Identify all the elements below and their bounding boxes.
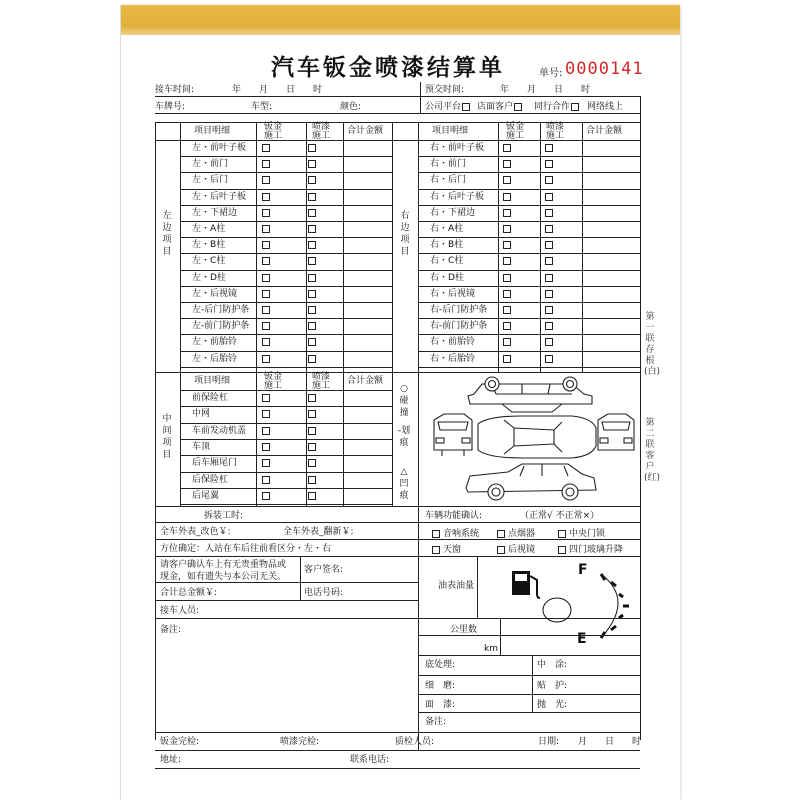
right-item-label: 右-后门防护条 xyxy=(430,305,488,315)
rule-line xyxy=(155,556,640,557)
right-item-label: 右・前门 xyxy=(430,159,467,169)
rule-line xyxy=(418,270,640,271)
middle-col-sheet-2: 施工 xyxy=(264,381,283,391)
plate-label: 车牌号: xyxy=(155,102,186,112)
left-item-label: 左・前胎铃 xyxy=(192,337,238,347)
left-item-label: 左・后视镜 xyxy=(192,289,238,299)
delivery-time-label: 预交时间: xyxy=(425,85,465,95)
notice-line-2: 现金，如有遗失与本公司无关。 xyxy=(160,572,287,582)
right-sheet-checkbox[interactable] xyxy=(503,241,511,249)
rule-line xyxy=(180,237,392,238)
right-sheet-checkbox[interactable] xyxy=(503,176,511,184)
left-sheet-checkbox[interactable] xyxy=(262,176,270,184)
left-paint-checkbox[interactable] xyxy=(308,160,316,168)
labor-time-label: 拆装工时: xyxy=(204,511,244,521)
middle-paint-checkbox[interactable] xyxy=(308,492,316,500)
rule-line xyxy=(155,96,640,97)
left-item-label: 左-后门防护条 xyxy=(192,305,250,315)
right-sheet-checkbox[interactable] xyxy=(503,355,511,363)
rule-line xyxy=(418,506,419,740)
rule-line xyxy=(418,286,640,287)
right-sheet-checkbox[interactable] xyxy=(503,209,511,217)
right-paint-checkbox[interactable] xyxy=(545,306,553,314)
rule-line xyxy=(418,122,419,372)
right-paint-checkbox[interactable] xyxy=(545,144,553,152)
right-section-label: 右边项目 xyxy=(400,211,410,257)
rule-line xyxy=(180,189,392,190)
middle-sheet-checkbox[interactable] xyxy=(262,410,270,418)
rule-line xyxy=(180,423,392,424)
left-col-paint: 喷漆 xyxy=(312,122,331,132)
rule-line xyxy=(418,302,640,303)
source-option: 店面客户 xyxy=(477,102,514,112)
rule-line xyxy=(418,712,640,713)
rule-line xyxy=(155,582,418,583)
legend-scratch: -划痕 xyxy=(397,426,411,448)
middle-sheet-checkbox[interactable] xyxy=(262,427,270,435)
rule-line xyxy=(418,205,640,206)
left-paint-checkbox[interactable] xyxy=(308,241,316,249)
left-item-label: 左・A柱 xyxy=(192,224,226,234)
rule-line xyxy=(418,156,640,157)
rule-line xyxy=(180,488,392,489)
left-col-item: 项目明细 xyxy=(194,126,231,136)
right-paint-checkbox[interactable] xyxy=(545,225,553,233)
notes-label: 备注: xyxy=(160,625,182,635)
right-sheet-checkbox[interactable] xyxy=(503,144,511,152)
middle-item-label: 中网 xyxy=(192,409,211,419)
right-item-label: 右・下裙边 xyxy=(430,208,476,218)
left-item-label: 左・后胎铃 xyxy=(192,354,238,364)
middle-sheet-checkbox[interactable] xyxy=(262,443,270,451)
rule-line xyxy=(420,82,421,113)
service-gloss: 抛 光: xyxy=(537,700,568,710)
right-paint-checkbox[interactable] xyxy=(545,322,553,330)
middle-col-sheet: 钣金 xyxy=(264,372,283,382)
rule-line xyxy=(418,172,640,173)
service-polish: 细 磨: xyxy=(425,681,456,691)
receiver-label: 接车人员: xyxy=(160,606,200,616)
middle-col-total: 合计金额 xyxy=(347,376,384,386)
rule-line xyxy=(477,556,478,618)
copy-1-label: 第一联存根(白) xyxy=(644,312,661,377)
function-checkbox[interactable] xyxy=(558,546,566,554)
rule-line xyxy=(155,122,156,740)
left-paint-checkbox[interactable] xyxy=(308,144,316,152)
right-sheet-checkbox[interactable] xyxy=(503,290,511,298)
middle-paint-checkbox[interactable] xyxy=(308,459,316,467)
function-option: 后视镜 xyxy=(508,545,536,555)
left-sheet-checkbox[interactable] xyxy=(262,338,270,346)
rule-line xyxy=(180,122,181,372)
rule-line xyxy=(582,122,583,372)
right-paint-checkbox[interactable] xyxy=(545,241,553,249)
right-item-label: 右・后视镜 xyxy=(430,289,476,299)
rule-line xyxy=(640,96,641,740)
left-item-label: 左・前门 xyxy=(192,159,229,169)
rule-line xyxy=(500,618,501,655)
rule-line xyxy=(180,156,392,157)
left-sheet-checkbox[interactable] xyxy=(262,274,270,282)
order-no-label: 单号: xyxy=(539,68,563,79)
right-paint-checkbox[interactable] xyxy=(545,193,553,201)
rule-line xyxy=(392,122,393,372)
right-sheet-checkbox[interactable] xyxy=(503,274,511,282)
rule-line xyxy=(392,372,393,506)
function-option: 音响系统 xyxy=(443,529,480,539)
service-chassis: 底处理: xyxy=(425,660,456,670)
order-no-value: 0000141 xyxy=(565,59,644,79)
right-col-sheet-2: 施工 xyxy=(506,131,525,141)
fuel-full-mark: F xyxy=(578,562,588,578)
function-check-hint: （正常√ 不正常×） xyxy=(520,511,600,521)
middle-col-item: 项目明细 xyxy=(194,376,231,386)
right-item-label: 右・后叶子板 xyxy=(430,192,485,202)
pickup-time-units: 年 月 日 时 xyxy=(232,85,323,95)
rule-line xyxy=(418,221,640,222)
function-checkbox[interactable] xyxy=(497,546,505,554)
right-item-label: 右-前门防护条 xyxy=(430,321,488,331)
rule-line xyxy=(418,318,640,319)
right-item-label: 右・后胎铃 xyxy=(430,354,476,364)
function-check-label: 车辆功能确认: xyxy=(425,511,483,521)
right-sheet-checkbox[interactable] xyxy=(503,225,511,233)
left-col-sheet-2: 施工 xyxy=(264,131,283,141)
rule-line xyxy=(155,113,640,114)
rule-line xyxy=(180,318,392,319)
left-sheet-checkbox[interactable] xyxy=(262,306,270,314)
rule-line xyxy=(180,334,392,335)
middle-col-paint: 喷漆 xyxy=(312,372,331,382)
pickup-time-label: 接车时间: xyxy=(155,85,195,95)
rule-line xyxy=(155,750,640,751)
source-option: 公司平台 xyxy=(425,102,462,112)
rule-line xyxy=(418,189,640,190)
left-paint-checkbox[interactable] xyxy=(308,225,316,233)
right-col-paint: 喷漆 xyxy=(546,122,565,132)
service-primer: 中 涂: xyxy=(537,660,568,670)
left-item-label: 左・D柱 xyxy=(192,273,226,283)
middle-paint-checkbox[interactable] xyxy=(308,410,316,418)
left-sheet-checkbox[interactable] xyxy=(262,144,270,152)
rule-line xyxy=(418,655,640,656)
rule-line xyxy=(155,506,640,507)
right-col-paint-2: 施工 xyxy=(546,131,565,141)
sheet-done-label: 钣金完检: xyxy=(160,737,200,747)
right-item-label: 右・A柱 xyxy=(430,224,464,234)
left-paint-checkbox[interactable] xyxy=(308,355,316,363)
function-checkbox[interactable] xyxy=(432,546,440,554)
rule-line xyxy=(180,140,392,141)
left-section-label: 左边项目 xyxy=(162,211,172,257)
legend-dent: △凹痕 xyxy=(399,467,409,501)
rule-line xyxy=(155,372,640,373)
rule-line xyxy=(418,618,640,619)
left-sheet-checkbox[interactable] xyxy=(262,225,270,233)
middle-col-paint-2: 施工 xyxy=(312,381,331,391)
rule-line xyxy=(532,655,533,712)
left-paint-checkbox[interactable] xyxy=(308,274,316,282)
rule-line xyxy=(418,675,640,676)
delivery-time-units: 年 月 日 时 xyxy=(500,85,591,95)
left-paint-checkbox[interactable] xyxy=(308,209,316,217)
source-checkbox[interactable] xyxy=(514,103,522,111)
rule-line xyxy=(155,600,418,601)
left-col-total: 合计金额 xyxy=(347,126,384,136)
left-item-label: 左・下裙边 xyxy=(192,208,238,218)
rule-line xyxy=(300,556,301,600)
function-option: 中央门锁 xyxy=(569,529,606,539)
mileage-label: 公里数 xyxy=(450,625,478,635)
rule-line xyxy=(418,237,640,238)
source-option: 网络线上 xyxy=(587,102,624,112)
rule-line xyxy=(418,372,419,506)
left-paint-checkbox[interactable] xyxy=(308,322,316,330)
rule-line xyxy=(256,122,257,372)
left-sheet-checkbox[interactable] xyxy=(262,355,270,363)
middle-sheet-checkbox[interactable] xyxy=(262,394,270,402)
rule-line xyxy=(180,472,392,473)
right-item-label: 右・C柱 xyxy=(430,256,464,266)
rule-line xyxy=(180,205,392,206)
middle-item-label: 车前发动机盖 xyxy=(192,426,247,436)
right-sheet-checkbox[interactable] xyxy=(503,338,511,346)
rule-line xyxy=(155,122,640,123)
middle-paint-checkbox[interactable] xyxy=(308,476,316,484)
right-col-sheet: 钣金 xyxy=(506,122,525,132)
source-checkbox[interactable] xyxy=(571,103,579,111)
right-col-item: 项目明细 xyxy=(432,126,469,136)
car-diagram-icon xyxy=(422,372,640,508)
exterior-refurbish-label: 全车外表_翻新￥: xyxy=(283,527,354,537)
phone-label: 电话号码: xyxy=(304,588,344,598)
service-film: 贴 护: xyxy=(537,681,568,691)
middle-sheet-checkbox[interactable] xyxy=(262,492,270,500)
left-sheet-checkbox[interactable] xyxy=(262,241,270,249)
right-item-label: 右・B柱 xyxy=(430,240,464,250)
rule-line xyxy=(418,334,640,335)
rule-line xyxy=(418,694,640,695)
left-paint-checkbox[interactable] xyxy=(308,306,316,314)
rule-line xyxy=(155,768,640,769)
color-label: 颜色: xyxy=(340,102,362,112)
right-paint-checkbox[interactable] xyxy=(545,257,553,265)
customer-sign-label: 客户签名: xyxy=(304,565,344,575)
service-face: 面 漆: xyxy=(425,700,456,710)
rule-line xyxy=(180,351,392,352)
fuel-empty-mark: E xyxy=(577,631,587,647)
left-col-sheet: 钣金 xyxy=(264,122,283,132)
function-checkbox[interactable] xyxy=(497,530,505,538)
middle-item-label: 后车厢尾门 xyxy=(192,458,238,468)
address-label: 地址: xyxy=(160,755,182,765)
date-label: 日期: xyxy=(538,737,560,747)
rule-line xyxy=(180,455,392,456)
binding-strip xyxy=(121,5,680,35)
rule-line xyxy=(180,172,392,173)
service-notes: 备注: xyxy=(425,717,447,727)
exterior-recolor-label: 全车外表_改色￥: xyxy=(160,527,231,537)
right-sheet-checkbox[interactable] xyxy=(503,322,511,330)
left-sheet-checkbox[interactable] xyxy=(262,193,270,201)
middle-paint-checkbox[interactable] xyxy=(308,443,316,451)
middle-section-label: 中间项目 xyxy=(162,414,172,460)
left-sheet-checkbox[interactable] xyxy=(262,257,270,265)
rule-line xyxy=(180,406,392,407)
rule-line xyxy=(418,140,640,141)
model-label: 车型: xyxy=(251,102,273,112)
right-paint-checkbox[interactable] xyxy=(545,355,553,363)
contact-phone-label: 联系电话: xyxy=(350,755,390,765)
left-item-label: 左・B柱 xyxy=(192,240,226,250)
date-units: 月 日 时 xyxy=(578,737,642,747)
rule-line xyxy=(477,635,640,636)
left-item-label: 左・后门 xyxy=(192,175,229,185)
copy-2-label: 第二联客户(红) xyxy=(644,418,661,483)
middle-paint-checkbox[interactable] xyxy=(308,394,316,402)
middle-item-label: 后保险杠 xyxy=(192,475,229,485)
source-option: 同行合作 xyxy=(534,102,571,112)
notice-line-1: 请客户确认车上有无贵重物品或 xyxy=(160,560,287,570)
middle-paint-checkbox[interactable] xyxy=(308,427,316,435)
rule-line xyxy=(498,122,499,372)
middle-item-label: 后尾翼 xyxy=(192,491,220,501)
right-paint-checkbox[interactable] xyxy=(545,176,553,184)
rule-line xyxy=(418,351,640,352)
rule-line xyxy=(180,302,392,303)
rule-line xyxy=(306,122,307,372)
left-paint-checkbox[interactable] xyxy=(308,257,316,265)
rule-line xyxy=(418,253,640,254)
form-title: 汽车钣金喷漆结算单 xyxy=(271,54,505,81)
right-col-total: 合计金额 xyxy=(586,126,623,136)
rule-line xyxy=(155,539,640,540)
rule-line xyxy=(155,732,640,733)
qc-label: 质检人员: xyxy=(395,737,435,747)
left-sheet-checkbox[interactable] xyxy=(262,322,270,330)
paint-done-label: 喷漆完检: xyxy=(280,737,320,747)
rule-line xyxy=(180,504,392,505)
function-checkbox[interactable] xyxy=(558,530,566,538)
fuel-gauge-icon xyxy=(505,562,635,642)
legend-collision: ○碰撞 xyxy=(399,384,409,418)
right-item-label: 右・前叶子板 xyxy=(430,143,485,153)
km-label: km xyxy=(484,644,498,654)
left-paint-checkbox[interactable] xyxy=(308,176,316,184)
right-sheet-checkbox[interactable] xyxy=(503,193,511,201)
left-item-label: 左-前门防护条 xyxy=(192,321,250,331)
source-checkbox[interactable] xyxy=(462,103,470,111)
rule-line xyxy=(180,221,392,222)
orientation-note: 方位确定：人站在车后往前看区分・左・右 xyxy=(160,544,332,554)
middle-item-label: 车顶 xyxy=(192,442,211,452)
right-item-label: 右・D柱 xyxy=(430,273,464,283)
rule-line xyxy=(180,367,392,368)
left-item-label: 左・C柱 xyxy=(192,256,226,266)
rule-line xyxy=(540,122,541,372)
right-paint-checkbox[interactable] xyxy=(545,160,553,168)
rule-line xyxy=(155,618,418,619)
middle-sheet-checkbox[interactable] xyxy=(262,476,270,484)
right-item-label: 右・前胎铃 xyxy=(430,337,476,347)
right-sheet-checkbox[interactable] xyxy=(503,306,511,314)
right-paint-checkbox[interactable] xyxy=(545,209,553,217)
left-sheet-checkbox[interactable] xyxy=(262,209,270,217)
rule-line xyxy=(180,270,392,271)
right-paint-checkbox[interactable] xyxy=(545,338,553,346)
rule-line xyxy=(155,522,640,523)
right-sheet-checkbox[interactable] xyxy=(503,257,511,265)
left-item-label: 左・后叶子板 xyxy=(192,192,247,202)
rule-line xyxy=(180,286,392,287)
left-paint-checkbox[interactable] xyxy=(308,290,316,298)
middle-sheet-checkbox[interactable] xyxy=(262,459,270,467)
rule-line xyxy=(418,367,640,368)
total-amount-label: 合计总金额￥: xyxy=(160,588,218,598)
left-sheet-checkbox[interactable] xyxy=(262,290,270,298)
rule-line xyxy=(180,253,392,254)
fuel-label: 油表油量 xyxy=(438,581,475,591)
function-option: 四门玻璃升降 xyxy=(569,545,624,555)
function-checkbox[interactable] xyxy=(432,530,440,538)
left-paint-checkbox[interactable] xyxy=(308,338,316,346)
left-col-paint-2: 施工 xyxy=(312,131,331,141)
left-sheet-checkbox[interactable] xyxy=(262,160,270,168)
middle-item-label: 前保险杠 xyxy=(192,393,229,403)
left-item-label: 左・前叶子板 xyxy=(192,143,247,153)
left-paint-checkbox[interactable] xyxy=(308,193,316,201)
function-option: 天窗 xyxy=(443,545,462,555)
right-sheet-checkbox[interactable] xyxy=(503,160,511,168)
right-paint-checkbox[interactable] xyxy=(545,274,553,282)
right-paint-checkbox[interactable] xyxy=(545,290,553,298)
function-option: 点烟器 xyxy=(508,529,536,539)
right-item-label: 右・后门 xyxy=(430,175,467,185)
rule-line xyxy=(418,732,419,750)
rule-line xyxy=(343,122,344,372)
rule-line xyxy=(180,439,392,440)
rule-line xyxy=(180,390,392,391)
